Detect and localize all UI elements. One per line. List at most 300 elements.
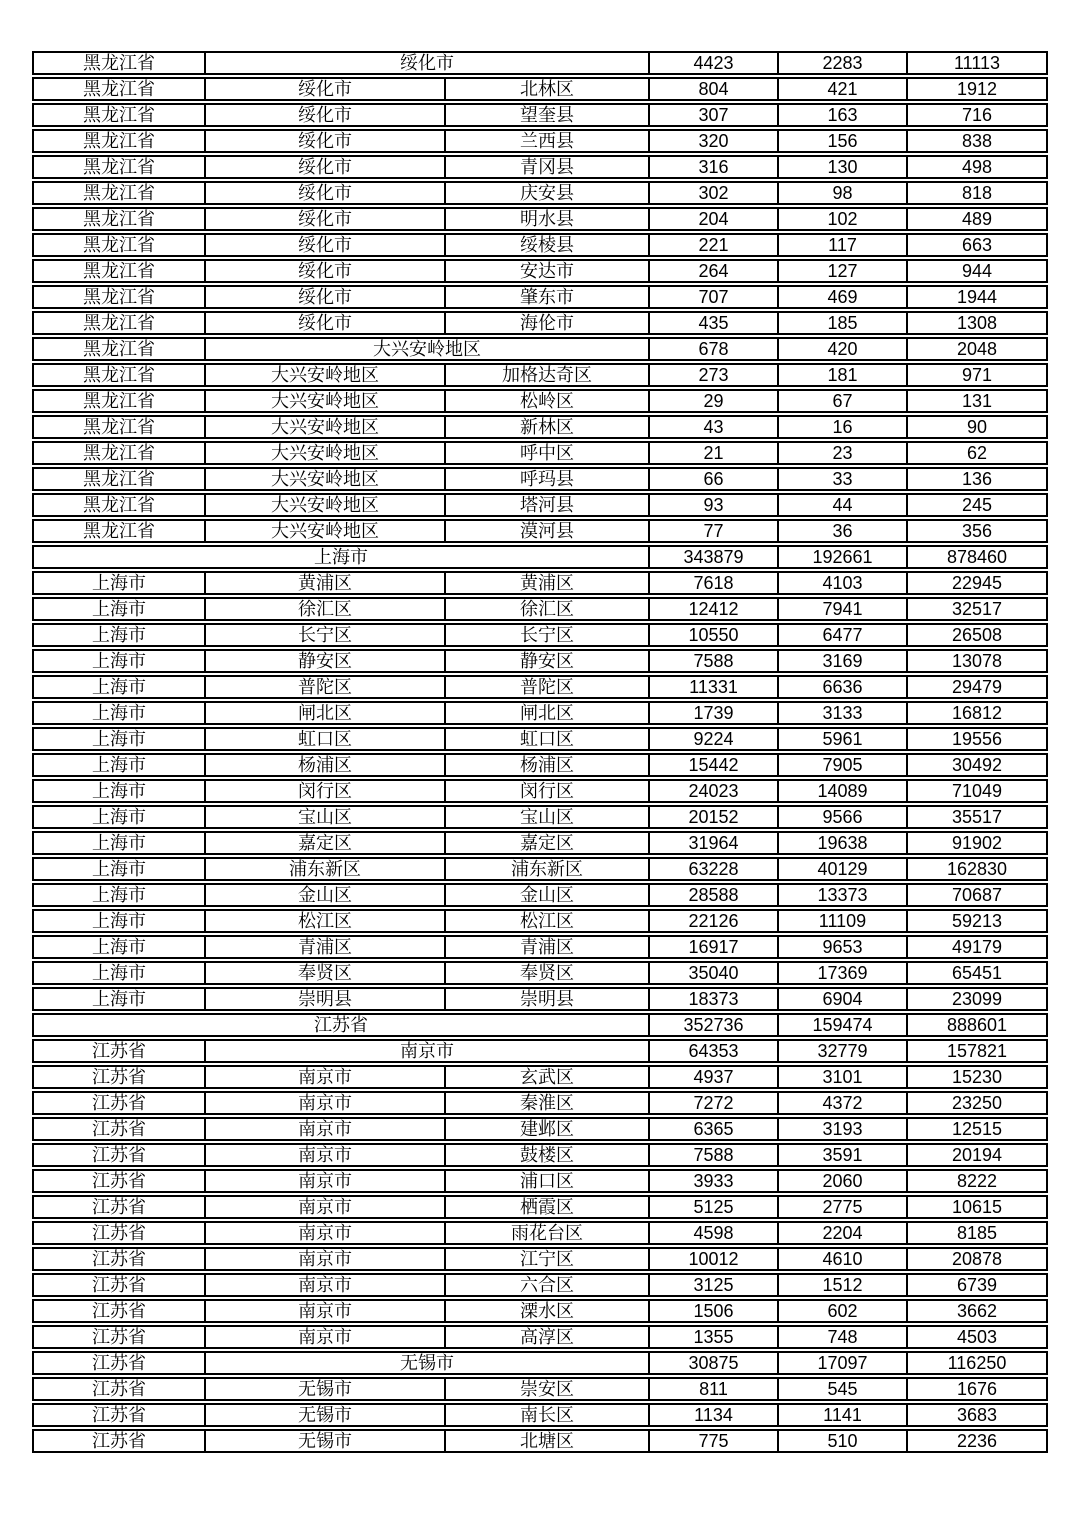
value-cell: 40129	[779, 859, 908, 879]
value-cell: 2204	[779, 1223, 908, 1243]
city-cell: 闸北区	[206, 703, 446, 723]
value-cell: 838	[961, 131, 993, 151]
value-cell: 49179	[951, 937, 1003, 957]
value-cell: 6636	[779, 677, 908, 697]
table-row	[32, 597, 1048, 621]
district-cell: 金山区	[446, 885, 650, 905]
table-row	[32, 883, 1048, 907]
district-cell: 闸北区	[446, 703, 650, 723]
table-row	[32, 545, 1048, 569]
province-total-cell: 江苏省	[34, 1015, 650, 1035]
city-cell: 绥化市	[206, 313, 446, 333]
value-cell: 15442	[650, 755, 779, 775]
value-cell: 971	[961, 365, 993, 385]
district-cell: 松江区	[446, 911, 650, 931]
table-row	[32, 1221, 1048, 1245]
value-cell: 469	[779, 287, 908, 307]
district-cell: 塔河县	[446, 495, 650, 515]
value-cell: 11331	[650, 677, 779, 697]
district-cell: 加格达奇区	[446, 365, 650, 385]
province-cell: 黑龙江省	[34, 183, 206, 203]
table-row	[32, 857, 1048, 881]
province-cell: 江苏省	[34, 1431, 206, 1451]
province-cell: 黑龙江省	[34, 313, 206, 333]
value-cell: 16917	[650, 937, 779, 957]
city-cell: 大兴安岭地区	[206, 417, 446, 437]
province-cell: 上海市	[34, 885, 206, 905]
district-cell: 静安区	[446, 651, 650, 671]
district-cell: 江宁区	[446, 1249, 650, 1269]
table-row	[32, 649, 1048, 673]
value-cell: 35517	[951, 807, 1003, 827]
value-cell: 2060	[779, 1171, 908, 1191]
value-cell: 3591	[779, 1145, 908, 1165]
table-row	[32, 311, 1048, 335]
value-cell: 20152	[650, 807, 779, 827]
province-cell: 黑龙江省	[34, 287, 206, 307]
value-cell: 3133	[779, 703, 908, 723]
table-row	[32, 1065, 1048, 1089]
value-cell: 4423	[650, 53, 779, 73]
table-row	[32, 623, 1048, 647]
value-cell: 4610	[779, 1249, 908, 1269]
table-row	[32, 103, 1048, 127]
province-cell: 黑龙江省	[34, 105, 206, 125]
city-cell: 南京市	[206, 1067, 446, 1087]
value-cell: 43	[650, 417, 779, 437]
table-row	[32, 1195, 1048, 1219]
city-cell: 南京市	[206, 1119, 446, 1139]
province-cell: 黑龙江省	[34, 521, 206, 541]
table-row	[32, 1013, 1048, 1037]
city-cell: 南京市	[206, 1223, 446, 1243]
value-cell: 221	[650, 235, 779, 255]
value-cell: 6904	[779, 989, 908, 1009]
value-cell: 67	[779, 391, 908, 411]
province-cell: 江苏省	[34, 1275, 206, 1295]
district-cell: 黄浦区	[446, 573, 650, 593]
value-cell: 136	[961, 469, 993, 489]
table-row	[32, 675, 1048, 699]
value-cell: 7588	[650, 651, 779, 671]
city-cell: 浦东新区	[206, 859, 446, 879]
province-cell: 上海市	[34, 625, 206, 645]
district-cell: 普陀区	[446, 677, 650, 697]
value-cell: 23	[779, 443, 908, 463]
district-cell: 栖霞区	[446, 1197, 650, 1217]
city-cell: 南京市	[206, 1093, 446, 1113]
city-total-cell: 南京市	[206, 1041, 650, 1061]
value-cell: 3683	[956, 1405, 998, 1425]
district-cell: 呼中区	[446, 443, 650, 463]
district-cell: 溧水区	[446, 1301, 650, 1321]
district-cell: 海伦市	[446, 313, 650, 333]
value-cell: 944	[961, 261, 993, 281]
value-cell: 20194	[951, 1145, 1003, 1165]
province-cell: 黑龙江省	[34, 391, 206, 411]
value-cell: 1944	[956, 287, 998, 307]
value-cell: 678	[650, 339, 779, 359]
value-cell: 302	[650, 183, 779, 203]
district-cell: 青浦区	[446, 937, 650, 957]
city-cell: 崇明县	[206, 989, 446, 1009]
district-cell: 浦口区	[446, 1171, 650, 1191]
value-cell: 16	[779, 417, 908, 437]
value-cell: 24023	[650, 781, 779, 801]
value-cell: 6739	[956, 1275, 998, 1295]
province-cell: 江苏省	[34, 1405, 206, 1425]
value-cell: 18373	[650, 989, 779, 1009]
value-cell: 22126	[650, 911, 779, 931]
table-row	[32, 1039, 1048, 1063]
city-cell: 长宁区	[206, 625, 446, 645]
value-cell: 2775	[779, 1197, 908, 1217]
value-cell: 63228	[650, 859, 779, 879]
value-cell: 22945	[951, 573, 1003, 593]
value-cell: 116250	[947, 1353, 1007, 1373]
value-cell: 748	[779, 1327, 908, 1347]
value-cell: 17369	[779, 963, 908, 983]
value-cell: 1739	[650, 703, 779, 723]
district-cell: 鼓楼区	[446, 1145, 650, 1165]
value-cell: 818	[961, 183, 993, 203]
province-cell: 上海市	[34, 755, 206, 775]
table-row	[32, 1325, 1048, 1349]
province-cell: 上海市	[34, 573, 206, 593]
value-cell: 545	[779, 1379, 908, 1399]
province-cell: 江苏省	[34, 1171, 206, 1191]
province-cell: 黑龙江省	[34, 365, 206, 385]
value-cell: 2048	[956, 339, 998, 359]
value-cell: 21	[650, 443, 779, 463]
district-cell: 南长区	[446, 1405, 650, 1425]
value-cell: 30492	[951, 755, 1003, 775]
district-cell: 崇安区	[446, 1379, 650, 1399]
city-cell: 南京市	[206, 1327, 446, 1347]
province-cell: 黑龙江省	[34, 261, 206, 281]
value-cell: 127	[779, 261, 908, 281]
value-cell: 1355	[650, 1327, 779, 1347]
city-cell: 大兴安岭地区	[206, 365, 446, 385]
value-cell: 804	[650, 79, 779, 99]
table-row	[32, 467, 1048, 491]
city-cell: 绥化市	[206, 105, 446, 125]
table-row	[32, 51, 1048, 75]
value-cell: 156	[779, 131, 908, 151]
table-row	[32, 363, 1048, 387]
province-cell: 上海市	[34, 677, 206, 697]
value-cell: 4937	[650, 1067, 779, 1087]
value-cell: 435	[650, 313, 779, 333]
table-row	[32, 779, 1048, 803]
value-cell: 131	[961, 391, 993, 411]
value-cell: 32779	[779, 1041, 908, 1061]
value-cell: 3125	[650, 1275, 779, 1295]
value-cell: 3169	[779, 651, 908, 671]
region-stats-table	[32, 51, 1048, 1455]
district-cell: 绥棱县	[446, 235, 650, 255]
value-cell: 602	[779, 1301, 908, 1321]
province-cell: 上海市	[34, 859, 206, 879]
district-cell: 庆安县	[446, 183, 650, 203]
value-cell: 16812	[951, 703, 1003, 723]
district-cell: 奉贤区	[446, 963, 650, 983]
table-row	[32, 987, 1048, 1011]
city-cell: 奉贤区	[206, 963, 446, 983]
district-cell: 新林区	[446, 417, 650, 437]
value-cell: 31964	[650, 833, 779, 853]
table-row	[32, 441, 1048, 465]
province-cell: 江苏省	[34, 1327, 206, 1347]
province-cell: 黑龙江省	[34, 495, 206, 515]
value-cell: 70687	[951, 885, 1003, 905]
province-cell: 黑龙江省	[34, 79, 206, 99]
value-cell: 93	[650, 495, 779, 515]
district-cell: 青冈县	[446, 157, 650, 177]
value-cell: 30875	[650, 1353, 779, 1373]
province-cell: 江苏省	[34, 1197, 206, 1217]
value-cell: 1912	[956, 79, 998, 99]
district-cell: 杨浦区	[446, 755, 650, 775]
value-cell: 11109	[779, 911, 908, 931]
value-cell: 10550	[650, 625, 779, 645]
table-row	[32, 753, 1048, 777]
district-cell: 明水县	[446, 209, 650, 229]
value-cell: 65451	[951, 963, 1003, 983]
table-row	[32, 1273, 1048, 1297]
value-cell: 28588	[650, 885, 779, 905]
value-cell: 12515	[951, 1119, 1003, 1139]
province-cell: 黑龙江省	[34, 209, 206, 229]
table-row	[32, 1143, 1048, 1167]
value-cell: 66	[650, 469, 779, 489]
value-cell: 878460	[946, 547, 1008, 567]
province-cell: 上海市	[34, 833, 206, 853]
district-cell: 雨花台区	[446, 1223, 650, 1243]
district-cell: 六合区	[446, 1275, 650, 1295]
city-cell: 静安区	[206, 651, 446, 671]
value-cell: 4503	[956, 1327, 998, 1347]
province-cell: 江苏省	[34, 1301, 206, 1321]
value-cell: 498	[961, 157, 993, 177]
value-cell: 3101	[779, 1067, 908, 1087]
value-cell: 3662	[956, 1301, 998, 1321]
city-cell: 松江区	[206, 911, 446, 931]
value-cell: 19556	[951, 729, 1003, 749]
table-row	[32, 129, 1048, 153]
value-cell: 2236	[956, 1431, 998, 1451]
value-cell: 12412	[650, 599, 779, 619]
value-cell: 8185	[956, 1223, 998, 1243]
value-cell: 26508	[951, 625, 1003, 645]
province-cell: 江苏省	[34, 1041, 206, 1061]
city-cell: 无锡市	[206, 1405, 446, 1425]
city-cell: 南京市	[206, 1197, 446, 1217]
value-cell: 14089	[779, 781, 908, 801]
table-row	[32, 909, 1048, 933]
value-cell: 77	[650, 521, 779, 541]
district-cell: 闵行区	[446, 781, 650, 801]
province-cell: 上海市	[34, 807, 206, 827]
city-cell: 闵行区	[206, 781, 446, 801]
value-cell: 71049	[951, 781, 1003, 801]
value-cell: 775	[650, 1431, 779, 1451]
table-row	[32, 389, 1048, 413]
value-cell: 811	[650, 1379, 779, 1399]
table-row	[32, 1377, 1048, 1401]
value-cell: 23250	[951, 1093, 1003, 1113]
value-cell: 157821	[946, 1041, 1008, 1061]
city-cell: 无锡市	[206, 1431, 446, 1451]
district-cell: 呼玛县	[446, 469, 650, 489]
city-cell: 绥化市	[206, 261, 446, 281]
table-row	[32, 233, 1048, 257]
value-cell: 98	[779, 183, 908, 203]
value-cell: 3933	[650, 1171, 779, 1191]
province-cell: 黑龙江省	[34, 53, 206, 73]
value-cell: 29	[650, 391, 779, 411]
city-cell: 青浦区	[206, 937, 446, 957]
city-cell: 嘉定区	[206, 833, 446, 853]
city-cell: 徐汇区	[206, 599, 446, 619]
table-row	[32, 961, 1048, 985]
district-cell: 漠河县	[446, 521, 650, 541]
table-row	[32, 571, 1048, 595]
table-row	[32, 1299, 1048, 1323]
value-cell: 17097	[779, 1353, 908, 1373]
value-cell: 59213	[951, 911, 1003, 931]
value-cell: 3193	[779, 1119, 908, 1139]
value-cell: 510	[779, 1431, 908, 1451]
district-cell: 宝山区	[446, 807, 650, 827]
province-cell: 黑龙江省	[34, 443, 206, 463]
province-cell: 江苏省	[34, 1353, 206, 1373]
value-cell: 5961	[779, 729, 908, 749]
table-row	[32, 727, 1048, 751]
city-cell: 绥化市	[206, 131, 446, 151]
value-cell: 44	[779, 495, 908, 515]
province-cell: 江苏省	[34, 1223, 206, 1243]
value-cell: 7941	[779, 599, 908, 619]
value-cell: 1676	[956, 1379, 998, 1399]
table-row	[32, 207, 1048, 231]
value-cell: 102	[779, 209, 908, 229]
province-cell: 上海市	[34, 963, 206, 983]
value-cell: 307	[650, 105, 779, 125]
city-cell: 绥化市	[206, 287, 446, 307]
province-cell: 江苏省	[34, 1119, 206, 1139]
city-cell: 绥化市	[206, 235, 446, 255]
table-row	[32, 1169, 1048, 1193]
value-cell: 20878	[951, 1249, 1003, 1269]
value-cell: 6477	[779, 625, 908, 645]
value-cell: 7905	[779, 755, 908, 775]
value-cell: 663	[961, 235, 993, 255]
value-cell: 33	[779, 469, 908, 489]
district-cell: 兰西县	[446, 131, 650, 151]
table-row	[32, 155, 1048, 179]
value-cell: 7588	[650, 1145, 779, 1165]
value-cell: 13078	[951, 651, 1003, 671]
table-row	[32, 1091, 1048, 1115]
value-cell: 320	[650, 131, 779, 151]
table-row	[32, 415, 1048, 439]
province-cell: 江苏省	[34, 1145, 206, 1165]
province-cell: 黑龙江省	[34, 469, 206, 489]
district-cell: 安达市	[446, 261, 650, 281]
value-cell: 13373	[779, 885, 908, 905]
city-total-cell: 无锡市	[206, 1353, 650, 1373]
district-cell: 徐汇区	[446, 599, 650, 619]
city-cell: 杨浦区	[206, 755, 446, 775]
table-row	[32, 1247, 1048, 1271]
value-cell: 6365	[650, 1119, 779, 1139]
city-cell: 南京市	[206, 1301, 446, 1321]
table-row	[32, 1117, 1048, 1141]
province-cell: 江苏省	[34, 1379, 206, 1399]
province-cell: 黑龙江省	[34, 157, 206, 177]
value-cell: 343879	[650, 547, 779, 567]
city-cell: 大兴安岭地区	[206, 495, 446, 515]
value-cell: 4372	[779, 1093, 908, 1113]
province-cell: 黑龙江省	[34, 235, 206, 255]
value-cell: 91902	[951, 833, 1003, 853]
district-cell: 崇明县	[446, 989, 650, 1009]
value-cell: 62	[966, 443, 988, 463]
value-cell: 23099	[951, 989, 1003, 1009]
table-row	[32, 831, 1048, 855]
value-cell: 420	[779, 339, 908, 359]
table-row	[32, 259, 1048, 283]
province-cell: 上海市	[34, 703, 206, 723]
table-row	[32, 1429, 1048, 1453]
province-cell: 黑龙江省	[34, 339, 206, 359]
province-cell: 上海市	[34, 729, 206, 749]
district-cell: 北塘区	[446, 1431, 650, 1451]
value-cell: 29479	[951, 677, 1003, 697]
value-cell: 10615	[951, 1197, 1003, 1217]
city-cell: 普陀区	[206, 677, 446, 697]
city-total-cell: 绥化市	[206, 53, 650, 73]
table-row	[32, 935, 1048, 959]
value-cell: 1308	[956, 313, 998, 333]
value-cell: 489	[961, 209, 993, 229]
value-cell: 1134	[650, 1405, 779, 1425]
value-cell: 4103	[779, 573, 908, 593]
city-cell: 宝山区	[206, 807, 446, 827]
province-cell: 江苏省	[34, 1067, 206, 1087]
table-row	[32, 181, 1048, 205]
value-cell: 181	[779, 365, 908, 385]
city-cell: 南京市	[206, 1145, 446, 1165]
value-cell: 192661	[779, 547, 908, 567]
city-cell: 绥化市	[206, 183, 446, 203]
table-row	[32, 519, 1048, 543]
value-cell: 35040	[650, 963, 779, 983]
district-cell: 浦东新区	[446, 859, 650, 879]
province-cell: 江苏省	[34, 1093, 206, 1113]
district-cell: 虹口区	[446, 729, 650, 749]
city-cell: 虹口区	[206, 729, 446, 749]
value-cell: 9224	[650, 729, 779, 749]
city-cell: 大兴安岭地区	[206, 469, 446, 489]
district-cell: 长宁区	[446, 625, 650, 645]
city-cell: 绥化市	[206, 79, 446, 99]
city-total-cell: 大兴安岭地区	[206, 339, 650, 359]
province-cell: 上海市	[34, 651, 206, 671]
value-cell: 9653	[779, 937, 908, 957]
table-row	[32, 77, 1048, 101]
